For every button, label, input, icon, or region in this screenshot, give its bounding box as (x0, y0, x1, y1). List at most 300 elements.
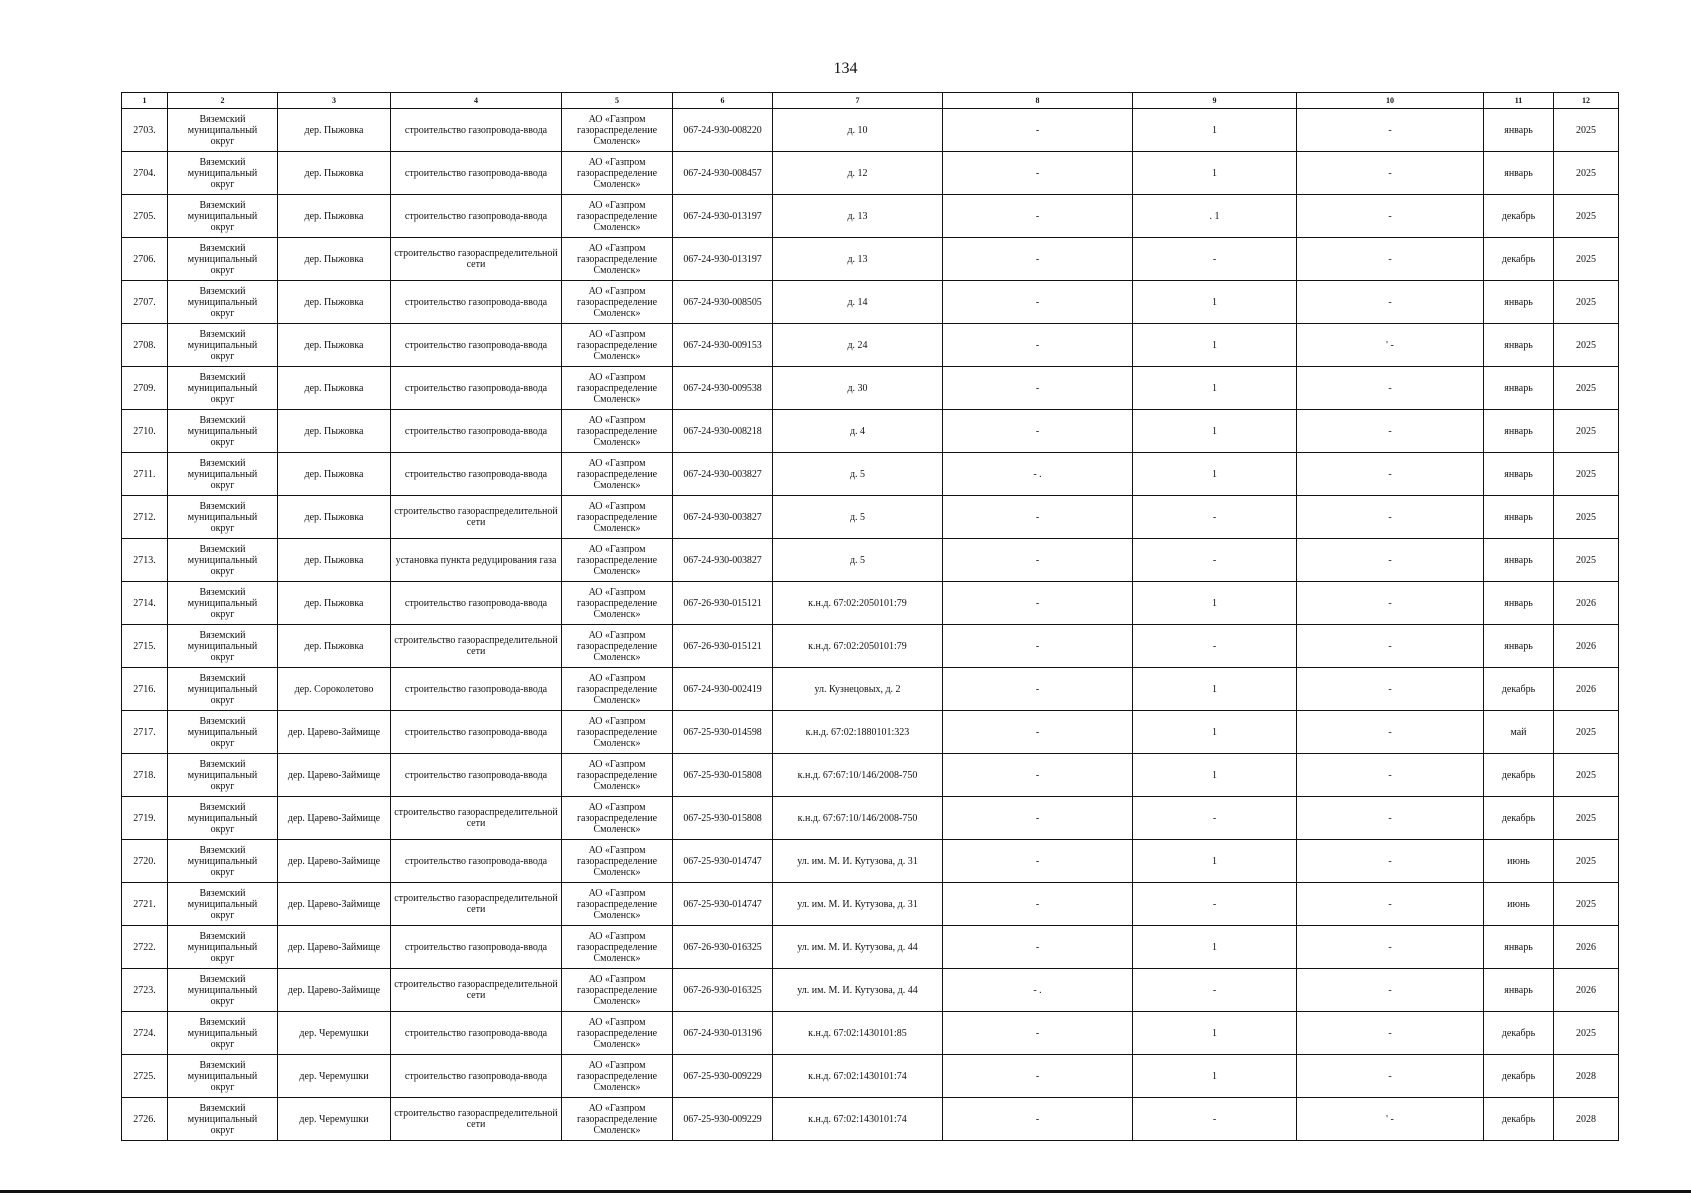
okrug-line: округ (210, 522, 235, 534)
address-cell: д. 13 (773, 238, 943, 281)
organization-line: Смоленск» (593, 565, 641, 577)
organization-line: газораспределение (576, 253, 658, 265)
organization-line: АО «Газпром (588, 543, 646, 555)
organization-line: Смоленск» (593, 694, 641, 706)
okrug-line: округ (210, 694, 235, 706)
col10-cell: - (1297, 367, 1484, 410)
code-cell: 067-24-930-008505 (673, 281, 773, 324)
organization-line: Смоленск» (593, 522, 641, 534)
month-cell: декабрь (1484, 668, 1554, 711)
organization-cell (562, 109, 673, 152)
month-cell: январь (1484, 926, 1554, 969)
month-cell: май (1484, 711, 1554, 754)
organization-line: АО «Газпром (588, 199, 646, 211)
okrug-line: муниципальный (187, 468, 258, 480)
organization-cell (562, 238, 673, 281)
col10-cell: - (1297, 152, 1484, 195)
row-number: 2719. (122, 797, 168, 840)
address-cell: к.н.д. 67:02:1430101:85 (773, 1012, 943, 1055)
okrug-line: округ (210, 436, 235, 448)
col-header: 7 (773, 93, 943, 109)
col9-cell: - (1133, 883, 1297, 926)
col-header: 10 (1297, 93, 1484, 109)
okrug-line: округ (210, 651, 235, 663)
objects-table (121, 92, 1619, 1141)
table-row (122, 969, 1619, 1012)
code-cell: 067-26-930-016325 (673, 969, 773, 1012)
work-type-cell: строительство газопровода-ввода (391, 195, 562, 238)
organization-line: АО «Газпром (588, 371, 646, 383)
col-header: 11 (1484, 93, 1554, 109)
year-cell: 2026 (1554, 582, 1619, 625)
organization-line: газораспределение (576, 812, 658, 824)
code-cell: 067-25-930-015808 (673, 797, 773, 840)
organization-line: АО «Газпром (588, 457, 646, 469)
okrug-line: муниципальный (187, 339, 258, 351)
col8-cell: - (943, 324, 1133, 367)
okrug-line: муниципальный (187, 253, 258, 265)
okrug-cell (168, 195, 278, 238)
code-cell: 067-26-930-015121 (673, 625, 773, 668)
code-cell: 067-25-930-009229 (673, 1098, 773, 1141)
okrug-line: Вяземский (199, 715, 246, 727)
organization-line: АО «Газпром (588, 629, 646, 641)
col8-cell: - (943, 625, 1133, 668)
organization-cell (562, 840, 673, 883)
okrug-line: округ (210, 178, 235, 190)
okrug-cell (168, 668, 278, 711)
organization-line: газораспределение (576, 640, 658, 652)
organization-cell (562, 195, 673, 238)
organization-line: газораспределение (576, 855, 658, 867)
col10-cell: - (1297, 1055, 1484, 1098)
year-cell: 2026 (1554, 668, 1619, 711)
col8-cell: - (943, 1055, 1133, 1098)
work-type-cell: строительство газопровода-ввода (391, 1012, 562, 1055)
work-type-cell: строительство газопровода-ввода (391, 453, 562, 496)
work-type-cell: строительство газораспределительной сети (391, 238, 562, 281)
okrug-line: Вяземский (199, 1016, 246, 1028)
organization-line: Смоленск» (593, 1038, 641, 1050)
col9-cell: 1 (1133, 410, 1297, 453)
okrug-line: Вяземский (199, 801, 246, 813)
organization-line: АО «Газпром (588, 1059, 646, 1071)
code-cell: 067-24-930-013196 (673, 1012, 773, 1055)
work-type-cell: строительство газопровода-ввода (391, 582, 562, 625)
organization-line: газораспределение (576, 210, 658, 222)
settlement-cell: дер. Черемушки (278, 1098, 391, 1141)
organization-line: Смоленск» (593, 608, 641, 620)
code-cell: 067-24-930-003827 (673, 539, 773, 582)
code-cell: 067-24-930-009153 (673, 324, 773, 367)
organization-cell (562, 668, 673, 711)
work-type-cell: строительство газораспределительной сети (391, 625, 562, 668)
col8-cell: - (943, 883, 1133, 926)
col8-cell: - (943, 840, 1133, 883)
col9-cell: - (1133, 238, 1297, 281)
settlement-cell: дер. Пыжовка (278, 152, 391, 195)
organization-line: Смоленск» (593, 264, 641, 276)
page-number: 134 (833, 60, 858, 77)
year-cell: 2025 (1554, 539, 1619, 582)
work-type-cell: строительство газопровода-ввода (391, 410, 562, 453)
month-cell: январь (1484, 496, 1554, 539)
row-number: 2720. (122, 840, 168, 883)
organization-line: АО «Газпром (588, 801, 646, 813)
organization-cell (562, 582, 673, 625)
organization-line: Смоленск» (593, 350, 641, 362)
organization-line: Смоленск» (593, 737, 641, 749)
settlement-cell: дер. Пыжовка (278, 109, 391, 152)
settlement-cell: дер. Пыжовка (278, 367, 391, 410)
organization-cell (562, 539, 673, 582)
col9-cell: 1 (1133, 840, 1297, 883)
work-type-cell: строительство газопровода-ввода (391, 109, 562, 152)
code-cell: 067-24-930-003827 (673, 496, 773, 539)
row-number: 2715. (122, 625, 168, 668)
col10-cell: - (1297, 883, 1484, 926)
year-cell: 2025 (1554, 797, 1619, 840)
okrug-line: Вяземский (199, 1059, 246, 1071)
organization-line: АО «Газпром (588, 414, 646, 426)
organization-line: АО «Газпром (588, 672, 646, 684)
year-cell: 2025 (1554, 711, 1619, 754)
row-number: 2722. (122, 926, 168, 969)
row-number: 2711. (122, 453, 168, 496)
col9-cell: - (1133, 797, 1297, 840)
row-number: 2717. (122, 711, 168, 754)
organization-line: Смоленск» (593, 479, 641, 491)
col9-cell: - (1133, 1098, 1297, 1141)
table-row (122, 195, 1619, 238)
table-row (122, 496, 1619, 539)
col8-cell: - (943, 1012, 1133, 1055)
okrug-line: муниципальный (187, 1027, 258, 1039)
organization-line: Смоленск» (593, 1124, 641, 1136)
code-cell: 067-24-930-002419 (673, 668, 773, 711)
row-number: 2704. (122, 152, 168, 195)
organization-line: АО «Газпром (588, 156, 646, 168)
okrug-line: Вяземский (199, 328, 246, 340)
work-type-cell: строительство газопровода-ввода (391, 926, 562, 969)
settlement-cell: дер. Пыжовка (278, 238, 391, 281)
col8-cell: - (943, 152, 1133, 195)
row-number: 2724. (122, 1012, 168, 1055)
col10-cell: - (1297, 195, 1484, 238)
okrug-line: муниципальный (187, 898, 258, 910)
address-cell: ул. им. М. И. Кутузова, д. 31 (773, 883, 943, 926)
col-header: 12 (1554, 93, 1619, 109)
col-header: 1 (122, 93, 168, 109)
table-row (122, 539, 1619, 582)
col10-cell: - (1297, 754, 1484, 797)
organization-line: газораспределение (576, 554, 658, 566)
organization-line: АО «Газпром (588, 242, 646, 254)
okrug-line: Вяземский (199, 543, 246, 555)
organization-line: АО «Газпром (588, 973, 646, 985)
okrug-line: Вяземский (199, 156, 246, 168)
year-cell: 2025 (1554, 109, 1619, 152)
okrug-line: муниципальный (187, 296, 258, 308)
col10-cell: - (1297, 410, 1484, 453)
organization-cell (562, 1012, 673, 1055)
col10-cell: ' - (1297, 1098, 1484, 1141)
col9-cell: 1 (1133, 109, 1297, 152)
col10-cell: - (1297, 582, 1484, 625)
address-cell: д. 13 (773, 195, 943, 238)
organization-line: газораспределение (576, 167, 658, 179)
col8-cell: - (943, 367, 1133, 410)
col9-cell: 1 (1133, 367, 1297, 410)
settlement-cell: дер. Пыжовка (278, 410, 391, 453)
okrug-line: муниципальный (187, 167, 258, 179)
month-cell: январь (1484, 367, 1554, 410)
address-cell: д. 4 (773, 410, 943, 453)
okrug-line: округ (210, 995, 235, 1007)
okrug-line: округ (210, 823, 235, 835)
table-row (122, 367, 1619, 410)
month-cell: январь (1484, 539, 1554, 582)
col8-cell: - (943, 926, 1133, 969)
address-cell: к.н.д. 67:02:1880101:323 (773, 711, 943, 754)
organization-line: Смоленск» (593, 178, 641, 190)
address-cell: ул. Кузнецовых, д. 2 (773, 668, 943, 711)
settlement-cell: дер. Царево-Займище (278, 754, 391, 797)
address-cell: д. 5 (773, 496, 943, 539)
organization-line: Смоленск» (593, 651, 641, 663)
address-cell: ул. им. М. И. Кутузова, д. 44 (773, 969, 943, 1012)
month-cell: декабрь (1484, 1055, 1554, 1098)
organization-cell (562, 410, 673, 453)
col8-cell: - (943, 539, 1133, 582)
organization-line: АО «Газпром (588, 113, 646, 125)
organization-cell (562, 797, 673, 840)
code-cell: 067-25-930-014747 (673, 883, 773, 926)
settlement-cell: дер. Пыжовка (278, 582, 391, 625)
row-number: 2712. (122, 496, 168, 539)
year-cell: 2025 (1554, 324, 1619, 367)
year-cell: 2025 (1554, 453, 1619, 496)
okrug-line: округ (210, 608, 235, 620)
month-cell: декабрь (1484, 797, 1554, 840)
organization-line: газораспределение (576, 1070, 658, 1082)
okrug-line: муниципальный (187, 769, 258, 781)
address-cell: к.н.д. 67:02:1430101:74 (773, 1098, 943, 1141)
address-cell: ул. им. М. И. Кутузова, д. 44 (773, 926, 943, 969)
settlement-cell: дер. Пыжовка (278, 539, 391, 582)
table-row (122, 238, 1619, 281)
year-cell: 2025 (1554, 840, 1619, 883)
table-row (122, 840, 1619, 883)
okrug-line: Вяземский (199, 285, 246, 297)
settlement-cell: дер. Царево-Займище (278, 797, 391, 840)
col9-cell: - (1133, 496, 1297, 539)
row-number: 2723. (122, 969, 168, 1012)
okrug-cell (168, 1012, 278, 1055)
col-header: 4 (391, 93, 562, 109)
organization-line: Смоленск» (593, 436, 641, 448)
organization-line: газораспределение (576, 425, 658, 437)
col10-cell: - (1297, 453, 1484, 496)
work-type-cell: строительство газопровода-ввода (391, 1055, 562, 1098)
okrug-line: округ (210, 866, 235, 878)
organization-line: газораспределение (576, 941, 658, 953)
row-number: 2716. (122, 668, 168, 711)
organization-cell (562, 496, 673, 539)
year-cell: 2025 (1554, 496, 1619, 539)
okrug-line: муниципальный (187, 210, 258, 222)
address-cell: д. 24 (773, 324, 943, 367)
col10-cell: - (1297, 797, 1484, 840)
row-number: 2709. (122, 367, 168, 410)
okrug-line: Вяземский (199, 887, 246, 899)
okrug-line: муниципальный (187, 941, 258, 953)
okrug-line: муниципальный (187, 425, 258, 437)
organization-line: Смоленск» (593, 823, 641, 835)
col8-cell: - (943, 711, 1133, 754)
okrug-cell (168, 324, 278, 367)
settlement-cell: дер. Пыжовка (278, 324, 391, 367)
work-type-cell: строительство газопровода-ввода (391, 367, 562, 410)
organization-line: газораспределение (576, 597, 658, 609)
table-row (122, 668, 1619, 711)
col8-cell: - (943, 238, 1133, 281)
col10-cell: - (1297, 625, 1484, 668)
col10-cell: - (1297, 109, 1484, 152)
okrug-line: округ (210, 952, 235, 964)
organization-line: Смоленск» (593, 221, 641, 233)
table-row (122, 582, 1619, 625)
code-cell: 067-26-930-016325 (673, 926, 773, 969)
settlement-cell: дер. Царево-Займище (278, 711, 391, 754)
work-type-cell: строительство газопровода-ввода (391, 152, 562, 195)
col10-cell: - (1297, 1012, 1484, 1055)
okrug-cell (168, 625, 278, 668)
month-cell: январь (1484, 152, 1554, 195)
okrug-cell (168, 152, 278, 195)
organization-cell (562, 281, 673, 324)
okrug-cell (168, 754, 278, 797)
table-row (122, 625, 1619, 668)
organization-cell (562, 883, 673, 926)
organization-line: Смоленск» (593, 1081, 641, 1093)
table-row (122, 797, 1619, 840)
col10-cell: - (1297, 238, 1484, 281)
organization-cell (562, 625, 673, 668)
col9-cell: 1 (1133, 1055, 1297, 1098)
settlement-cell: дер. Царево-Займище (278, 969, 391, 1012)
okrug-cell (168, 453, 278, 496)
col8-cell: - (943, 496, 1133, 539)
okrug-line: муниципальный (187, 984, 258, 996)
year-cell: 2026 (1554, 625, 1619, 668)
month-cell: январь (1484, 324, 1554, 367)
col-header: 5 (562, 93, 673, 109)
month-cell: декабрь (1484, 754, 1554, 797)
col9-cell: 1 (1133, 582, 1297, 625)
col9-cell: 1 (1133, 711, 1297, 754)
row-number: 2721. (122, 883, 168, 926)
okrug-line: округ (210, 1124, 235, 1136)
organization-line: газораспределение (576, 1027, 658, 1039)
settlement-cell: дер. Пыжовка (278, 625, 391, 668)
code-cell: 067-24-930-008218 (673, 410, 773, 453)
okrug-line: Вяземский (199, 758, 246, 770)
year-cell: 2028 (1554, 1055, 1619, 1098)
year-cell: 2025 (1554, 281, 1619, 324)
okrug-line: округ (210, 1038, 235, 1050)
address-cell: д. 14 (773, 281, 943, 324)
address-cell: к.н.д. 67:02:2050101:79 (773, 625, 943, 668)
organization-cell (562, 1055, 673, 1098)
okrug-line: Вяземский (199, 371, 246, 383)
okrug-line: Вяземский (199, 242, 246, 254)
month-cell: январь (1484, 109, 1554, 152)
row-number: 2710. (122, 410, 168, 453)
code-cell: 067-24-930-013197 (673, 195, 773, 238)
okrug-line: Вяземский (199, 199, 246, 211)
year-cell: 2025 (1554, 754, 1619, 797)
col9-cell: 1 (1133, 1012, 1297, 1055)
work-type-cell: строительство газопровода-ввода (391, 711, 562, 754)
row-number: 2708. (122, 324, 168, 367)
okrug-cell (168, 926, 278, 969)
okrug-line: Вяземский (199, 586, 246, 598)
okrug-line: Вяземский (199, 973, 246, 985)
table-row (122, 754, 1619, 797)
code-cell: 067-24-930-003827 (673, 453, 773, 496)
okrug-cell (168, 840, 278, 883)
table-row (122, 453, 1619, 496)
year-cell: 2025 (1554, 410, 1619, 453)
year-cell: 2025 (1554, 883, 1619, 926)
work-type-cell: строительство газопровода-ввода (391, 668, 562, 711)
col9-cell: . 1 (1133, 195, 1297, 238)
okrug-line: округ (210, 221, 235, 233)
month-cell: июнь (1484, 840, 1554, 883)
okrug-line: муниципальный (187, 1113, 258, 1125)
year-cell: 2028 (1554, 1098, 1619, 1141)
okrug-line: муниципальный (187, 124, 258, 136)
row-number: 2713. (122, 539, 168, 582)
month-cell: декабрь (1484, 1098, 1554, 1141)
table-row (122, 1055, 1619, 1098)
okrug-line: муниципальный (187, 597, 258, 609)
col10-cell: - (1297, 926, 1484, 969)
organization-line: Смоленск» (593, 995, 641, 1007)
month-cell: январь (1484, 410, 1554, 453)
okrug-line: округ (210, 135, 235, 147)
code-cell: 067-24-930-013197 (673, 238, 773, 281)
work-type-cell: строительство газораспределительной сети (391, 496, 562, 539)
month-cell: декабрь (1484, 195, 1554, 238)
row-number: 2714. (122, 582, 168, 625)
okrug-cell (168, 883, 278, 926)
okrug-cell (168, 238, 278, 281)
col-header: 2 (168, 93, 278, 109)
header-row (122, 93, 1619, 109)
row-number: 2705. (122, 195, 168, 238)
bottom-rule (0, 1190, 1691, 1193)
address-cell: д. 5 (773, 539, 943, 582)
col8-cell: - (943, 195, 1133, 238)
okrug-line: муниципальный (187, 554, 258, 566)
row-number: 2706. (122, 238, 168, 281)
organization-cell (562, 453, 673, 496)
okrug-cell (168, 281, 278, 324)
okrug-line: округ (210, 909, 235, 921)
address-cell: к.н.д. 67:67:10/146/2008-750 (773, 754, 943, 797)
